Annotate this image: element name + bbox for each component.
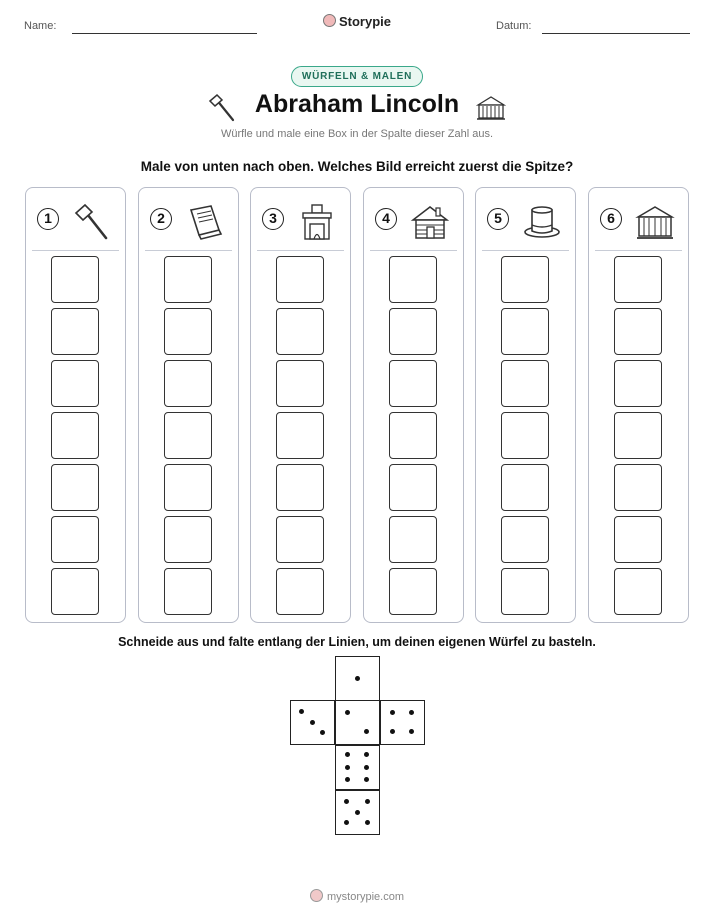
- color-box[interactable]: [389, 308, 437, 355]
- color-box[interactable]: [164, 568, 212, 615]
- cut-instruction: Schneide aus und falte entlang der Linien, um deinen eigenen Würfel zu basteln.: [118, 635, 596, 649]
- color-box[interactable]: [164, 464, 212, 511]
- color-box[interactable]: [389, 464, 437, 511]
- color-box[interactable]: [389, 568, 437, 615]
- die-pip: [299, 709, 304, 714]
- color-box[interactable]: [501, 412, 549, 459]
- column-4: [363, 187, 464, 623]
- column-divider: [32, 250, 119, 251]
- color-box[interactable]: [276, 516, 324, 563]
- column-divider: [482, 250, 569, 251]
- die-pip: [365, 820, 370, 825]
- die-pip: [364, 765, 369, 770]
- color-box[interactable]: [614, 256, 662, 303]
- column-divider: [370, 250, 457, 251]
- color-box[interactable]: [164, 256, 212, 303]
- die-pip: [409, 710, 414, 715]
- color-box[interactable]: [389, 412, 437, 459]
- color-box[interactable]: [389, 256, 437, 303]
- color-box[interactable]: [276, 256, 324, 303]
- column-2: [138, 187, 239, 623]
- die-pip: [364, 729, 369, 734]
- color-box[interactable]: [164, 308, 212, 355]
- footer-url: mystorypie.com: [326, 891, 405, 903]
- column-6: [588, 187, 689, 623]
- color-box[interactable]: [51, 308, 99, 355]
- brand-logo: [0, 14, 714, 29]
- color-box[interactable]: [276, 464, 324, 511]
- die-face-6: [335, 745, 380, 790]
- white-house-icon: [476, 93, 506, 121]
- color-box[interactable]: [389, 516, 437, 563]
- color-box[interactable]: [501, 360, 549, 407]
- color-box[interactable]: [614, 516, 662, 563]
- storypie-bear-icon: [310, 889, 323, 902]
- color-box[interactable]: [51, 360, 99, 407]
- die-pip: [344, 799, 349, 804]
- die-pip: [345, 765, 350, 770]
- color-box[interactable]: [51, 568, 99, 615]
- die-pip: [355, 810, 360, 815]
- die-face-4: [380, 700, 425, 745]
- color-box[interactable]: [164, 360, 212, 407]
- color-box[interactable]: [51, 516, 99, 563]
- color-box[interactable]: [51, 412, 99, 459]
- name-line[interactable]: [72, 33, 257, 34]
- die-pip: [345, 777, 350, 782]
- die-face-5: [335, 790, 380, 835]
- die-pip: [355, 676, 360, 681]
- column-divider: [257, 250, 344, 251]
- die-pip: [310, 720, 315, 725]
- column-number-6: 6: [600, 208, 622, 230]
- color-box[interactable]: [164, 412, 212, 459]
- die-pip: [365, 799, 370, 804]
- column-number-1: 1: [37, 208, 59, 230]
- color-box[interactable]: [276, 308, 324, 355]
- die-pip: [344, 820, 349, 825]
- date-line[interactable]: [542, 33, 690, 34]
- column-divider: [145, 250, 232, 251]
- color-box[interactable]: [501, 308, 549, 355]
- fireplace-icon: [297, 202, 337, 247]
- color-box[interactable]: [614, 412, 662, 459]
- die-pip: [345, 710, 350, 715]
- name-label: Name:: [24, 20, 57, 32]
- color-box[interactable]: [501, 516, 549, 563]
- die-pip: [390, 729, 395, 734]
- column-5: [475, 187, 576, 623]
- column-1: [25, 187, 126, 623]
- color-box[interactable]: [276, 412, 324, 459]
- die-pip: [364, 777, 369, 782]
- column-number-2: 2: [150, 208, 172, 230]
- color-box[interactable]: [501, 256, 549, 303]
- color-box[interactable]: [501, 568, 549, 615]
- color-box[interactable]: [276, 568, 324, 615]
- color-box[interactable]: [276, 360, 324, 407]
- book-icon: [185, 202, 225, 247]
- top-hat-icon: [522, 202, 562, 247]
- column-number-4: 4: [375, 208, 397, 230]
- die-pip: [390, 710, 395, 715]
- footer: [0, 889, 714, 903]
- color-box[interactable]: [164, 516, 212, 563]
- column-number-3: 3: [262, 208, 284, 230]
- color-box[interactable]: [614, 308, 662, 355]
- color-box[interactable]: [614, 360, 662, 407]
- subtitle: Würfle und male eine Box in der Spalte dieser Zahl aus.: [220, 128, 494, 140]
- color-box[interactable]: [501, 464, 549, 511]
- column-number-5: 5: [487, 208, 509, 230]
- activity-badge: WÜRFELN & MALEN: [291, 66, 423, 87]
- column-divider: [595, 250, 682, 251]
- die-face-2: [335, 700, 380, 745]
- white-house-icon: [635, 202, 675, 247]
- page-title: Abraham Lincoln: [254, 90, 460, 118]
- die-face-3: [290, 700, 335, 745]
- color-box[interactable]: [614, 568, 662, 615]
- color-box[interactable]: [51, 256, 99, 303]
- die-pip: [320, 730, 325, 735]
- column-3: [250, 187, 351, 623]
- axe-icon: [72, 202, 112, 247]
- die-pip: [345, 752, 350, 757]
- die-face-1: [335, 656, 380, 701]
- color-box[interactable]: [51, 464, 99, 511]
- die-pip: [364, 752, 369, 757]
- color-box[interactable]: [614, 464, 662, 511]
- log-cabin-icon: [410, 202, 450, 247]
- color-box[interactable]: [389, 360, 437, 407]
- brand-name: Storypie: [338, 14, 391, 29]
- storypie-bear-icon: [323, 14, 336, 27]
- instruction: Male von unten nach oben. Welches Bild erreicht zuerst die Spitze?: [140, 159, 574, 174]
- date-label: Datum:: [496, 20, 532, 32]
- die-pip: [409, 729, 414, 734]
